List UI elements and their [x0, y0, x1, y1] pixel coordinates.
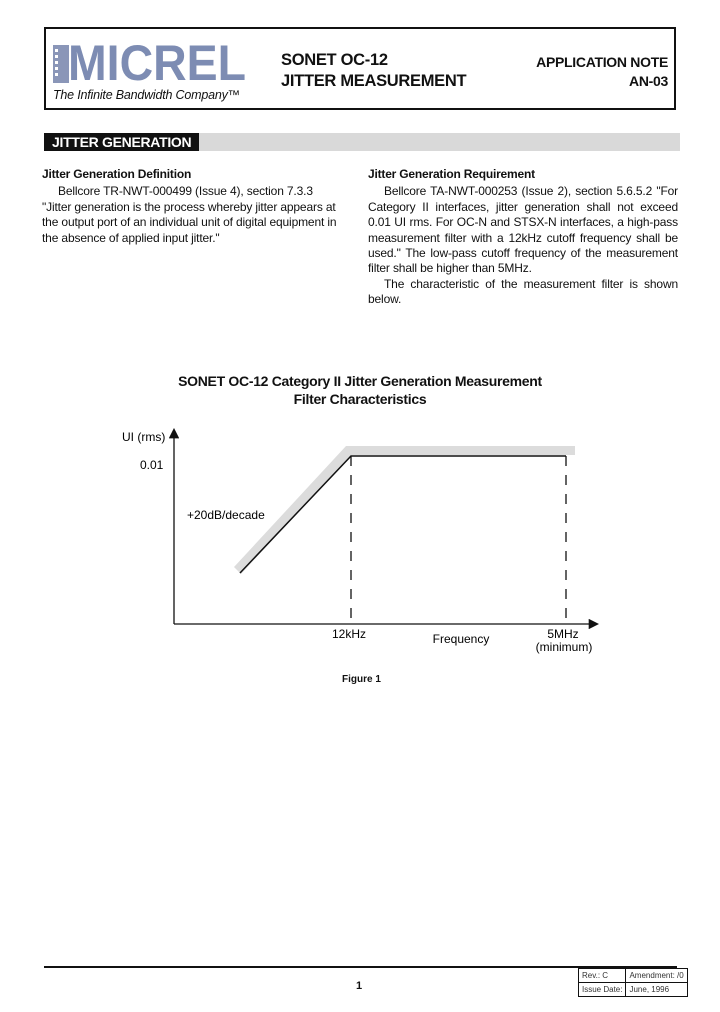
app-note-line-1: APPLICATION NOTE	[536, 54, 668, 70]
left-body: Bellcore TR-NWT-000499 (Issue 4), section 7.3.3 "Jitter generation is the process whereby jitter appears at the output port of an individual unit of digital equipment in the absence of applied input jitter."	[42, 184, 337, 245]
y-tick-label: 0.01	[140, 458, 164, 472]
curve-shadow	[234, 446, 575, 574]
chart-title-line-2: Filter Characteristics	[293, 391, 427, 407]
section-title: JITTER GENERATION	[44, 133, 199, 151]
right-heading: Jitter Generation Requirement	[368, 167, 535, 181]
x-axis-label: Frequency	[432, 632, 490, 646]
x-tick-note: (minimum)	[535, 640, 593, 654]
chart-title-line-1: SONET OC-12 Category II Jitter Generation Measurement	[178, 373, 542, 389]
revision-table	[578, 968, 688, 997]
amendment-cell: Amendment: /0	[626, 969, 687, 983]
left-heading: Jitter Generation Definition	[42, 167, 192, 181]
tagline: The Infinite Bandwidth Company™	[53, 88, 240, 102]
logo-text: MICREL	[68, 40, 246, 86]
slope-annotation: +20dB/decade	[187, 508, 265, 522]
rev-cell: Rev.: C	[579, 969, 626, 983]
title-line-2: JITTER MEASUREMENT	[281, 72, 467, 90]
right-body-2: The characteristic of the measurement filter is shown below.	[368, 276, 678, 307]
right-body-1: Bellcore TA-NWT-000253 (Issue 2), section 5.6.5.2 "For Category II interfaces, jitter generation shall not exceed 0.01 UI rms. For OC-N and STSX-N interfaces, a high-pass measurement filter with a 12kHz cutoff frequency shall be used." The low-pass cutoff frequency of the measurement filter shall be higher than 5MHz.	[368, 184, 678, 276]
issue-date-value: June, 1996	[626, 983, 687, 997]
x-tick-12khz: 12kHz	[331, 627, 367, 641]
page-number: 1	[356, 980, 363, 992]
app-note-line-2: AN-03	[629, 73, 668, 89]
issue-date-label: Issue Date:	[579, 983, 626, 997]
x-tick-5mhz: 5MHz	[547, 627, 579, 641]
title-line-1: SONET OC-12	[281, 51, 388, 69]
y-axis-label: UI (rms)	[122, 430, 166, 444]
figure-caption: Figure 1	[342, 674, 381, 685]
